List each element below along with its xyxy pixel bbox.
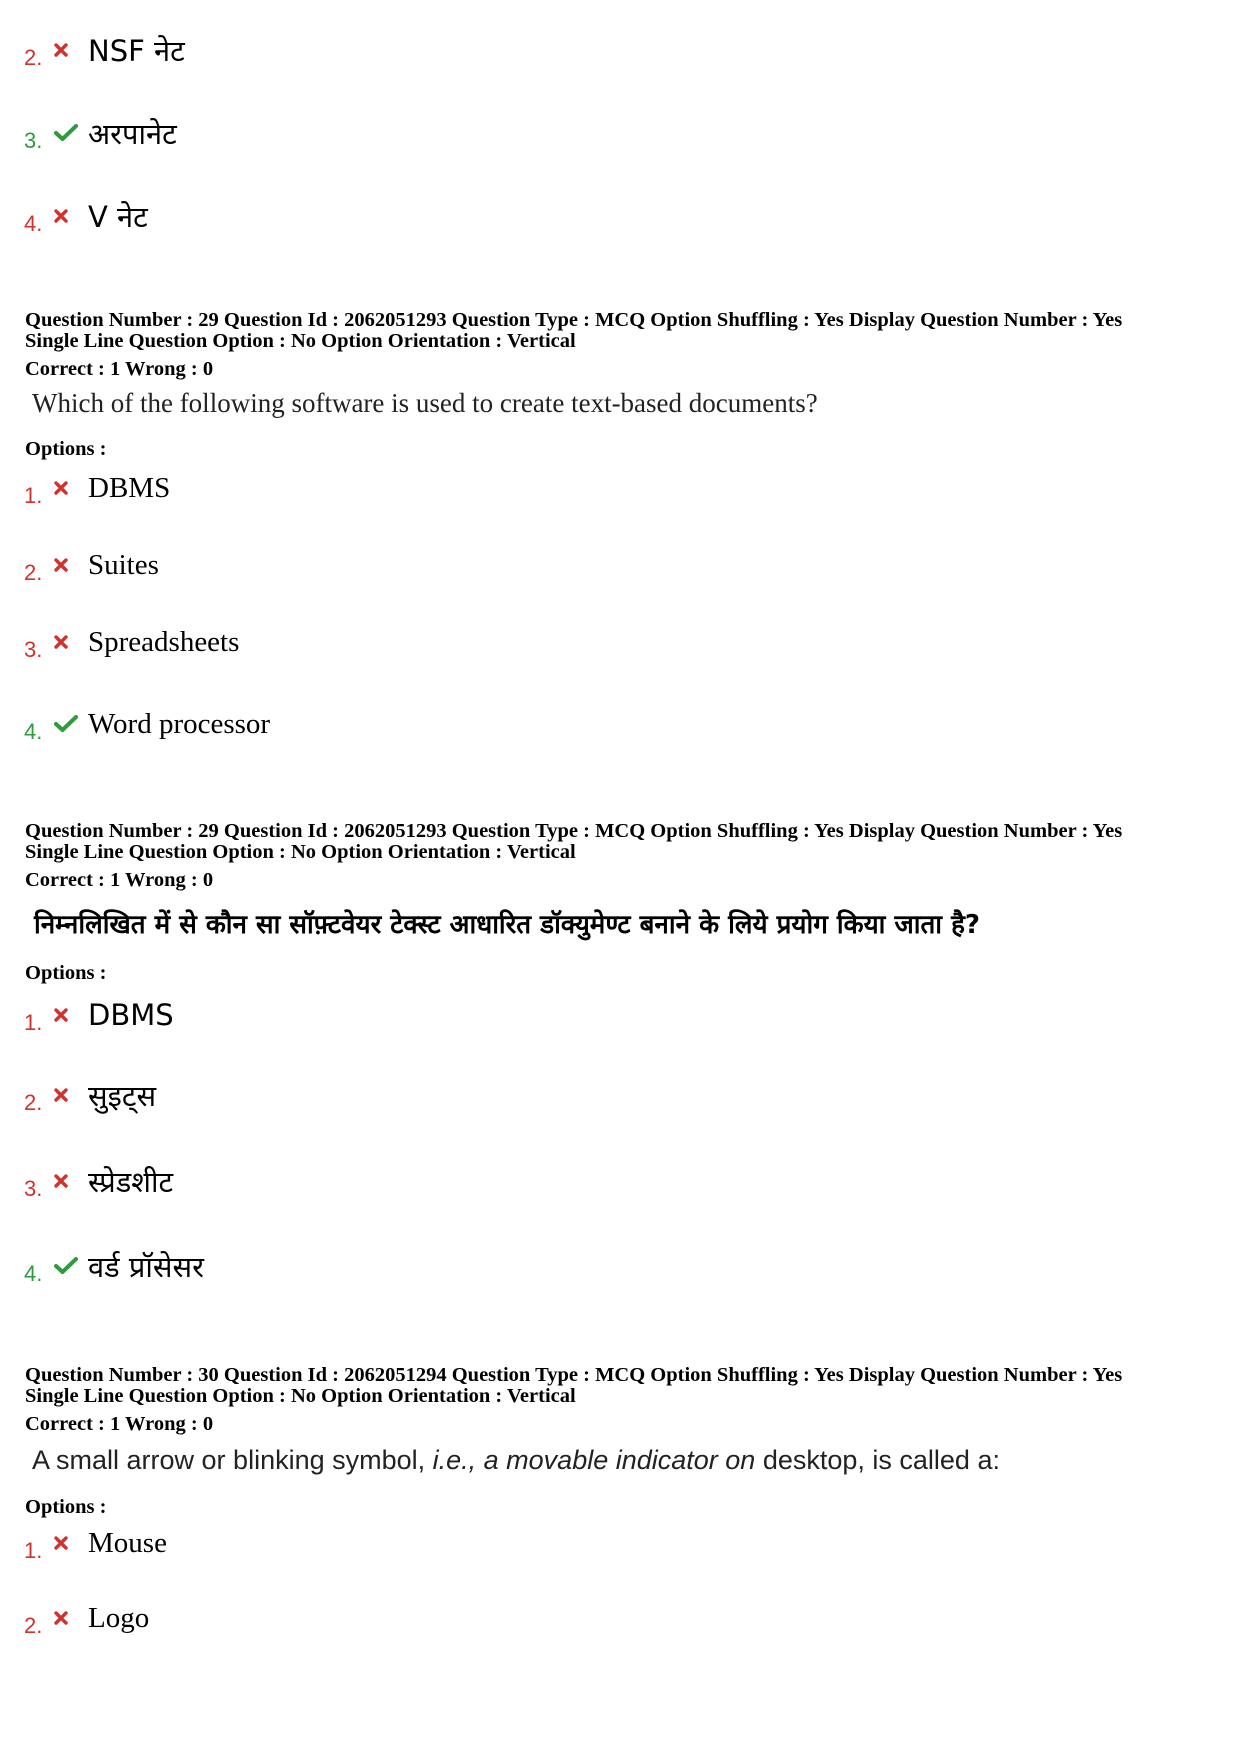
cross-icon bbox=[50, 1536, 88, 1550]
option-row[interactable] bbox=[24, 468, 170, 508]
cross-icon bbox=[50, 1088, 88, 1102]
option-text: Word processor bbox=[88, 707, 271, 740]
option-text: Spreadsheets bbox=[88, 625, 240, 658]
cross-icon bbox=[50, 635, 88, 649]
cross-icon bbox=[50, 209, 88, 223]
options-label: Options : bbox=[25, 962, 107, 984]
check-icon bbox=[50, 715, 88, 733]
cross-icon bbox=[50, 1008, 88, 1022]
question-text: निम्नलिखित में से कौन सा सॉफ़्टवेयर टेक्स्ट आधारित डॉक्युमेण्ट बनाने के लिये प्रयोग किया जाता है? bbox=[34, 910, 980, 940]
question-text bbox=[32, 1445, 1000, 1476]
option-row[interactable] bbox=[24, 196, 148, 236]
option-text: सुइट्स bbox=[88, 1078, 157, 1113]
question-text-part: desktop, is called a: bbox=[755, 1445, 1000, 1475]
option-row[interactable] bbox=[24, 622, 239, 662]
question-text-part: A small arrow or blinking symbol, bbox=[32, 1445, 433, 1475]
option-text: DBMS bbox=[88, 471, 171, 504]
question-marks-line: Correct : 1 Wrong : 0 bbox=[25, 869, 214, 891]
option-text: Mouse bbox=[88, 1526, 167, 1559]
option-number: 3. bbox=[24, 637, 43, 662]
option-number: 2. bbox=[24, 1613, 43, 1638]
cross-icon bbox=[50, 558, 88, 572]
option-text: Suites bbox=[88, 548, 159, 581]
option-row[interactable] bbox=[24, 704, 270, 744]
option-text: DBMS bbox=[88, 998, 174, 1032]
options-label: Options : bbox=[25, 438, 107, 460]
option-number: 1. bbox=[24, 483, 43, 508]
option-text: NSF नेट bbox=[88, 33, 185, 68]
options-label: Options : bbox=[25, 1496, 107, 1518]
cross-icon bbox=[50, 1174, 88, 1188]
question-text-italic: i.e., a movable indicator on bbox=[432, 1445, 756, 1475]
option-text: स्प्रेडशीट bbox=[88, 1164, 174, 1199]
option-number: 1. bbox=[24, 1538, 43, 1563]
option-number: 2. bbox=[24, 1090, 43, 1115]
question-meta-line: Question Number : 29 Question Id : 2062051293 Question Type : MCQ Option Shuffling : Yes Display Question Number : Yes bbox=[25, 820, 1123, 842]
question-text: Which of the following software is used to create text-based documents? bbox=[32, 388, 818, 418]
question-marks-line: Correct : 1 Wrong : 0 bbox=[25, 1413, 214, 1435]
question-meta-line: Single Line Question Option : No Option Orientation : Vertical bbox=[25, 330, 576, 352]
option-number: 4. bbox=[24, 211, 43, 236]
option-text: अरपानेट bbox=[88, 116, 177, 151]
option-number: 3. bbox=[24, 1176, 43, 1201]
check-icon bbox=[50, 124, 88, 142]
option-row[interactable] bbox=[24, 995, 174, 1035]
cross-icon bbox=[50, 1611, 88, 1625]
option-text: Logo bbox=[88, 1601, 150, 1634]
option-row[interactable] bbox=[24, 1598, 149, 1638]
option-number: 3. bbox=[24, 128, 43, 153]
option-number: 1. bbox=[24, 1010, 43, 1035]
check-icon bbox=[50, 1257, 88, 1275]
cross-icon bbox=[50, 43, 88, 57]
question-marks-line: Correct : 1 Wrong : 0 bbox=[25, 358, 214, 380]
question-meta-line: Question Number : 29 Question Id : 2062051293 Question Type : MCQ Option Shuffling : Yes Display Question Number : Yes bbox=[25, 309, 1123, 331]
option-row[interactable] bbox=[24, 113, 177, 153]
option-row[interactable] bbox=[24, 1246, 204, 1286]
option-row[interactable] bbox=[24, 1523, 167, 1563]
option-number: 2. bbox=[24, 45, 43, 70]
option-text: वर्ड प्रॉसेसर bbox=[88, 1249, 204, 1284]
option-row[interactable] bbox=[24, 1075, 156, 1115]
question-meta-line: Question Number : 30 Question Id : 2062051294 Question Type : MCQ Option Shuffling : Yes Display Question Number : Yes bbox=[25, 1364, 1123, 1386]
cross-icon bbox=[50, 481, 88, 495]
option-text: V नेट bbox=[88, 199, 148, 234]
question-meta-line: Single Line Question Option : No Option Orientation : Vertical bbox=[25, 1385, 576, 1407]
question-meta-line: Single Line Question Option : No Option Orientation : Vertical bbox=[25, 841, 576, 863]
option-row[interactable] bbox=[24, 545, 159, 585]
option-number: 2. bbox=[24, 560, 43, 585]
option-row[interactable] bbox=[24, 1161, 173, 1201]
option-number: 4. bbox=[24, 1261, 43, 1286]
option-number: 4. bbox=[24, 719, 43, 744]
option-row[interactable] bbox=[24, 30, 185, 70]
